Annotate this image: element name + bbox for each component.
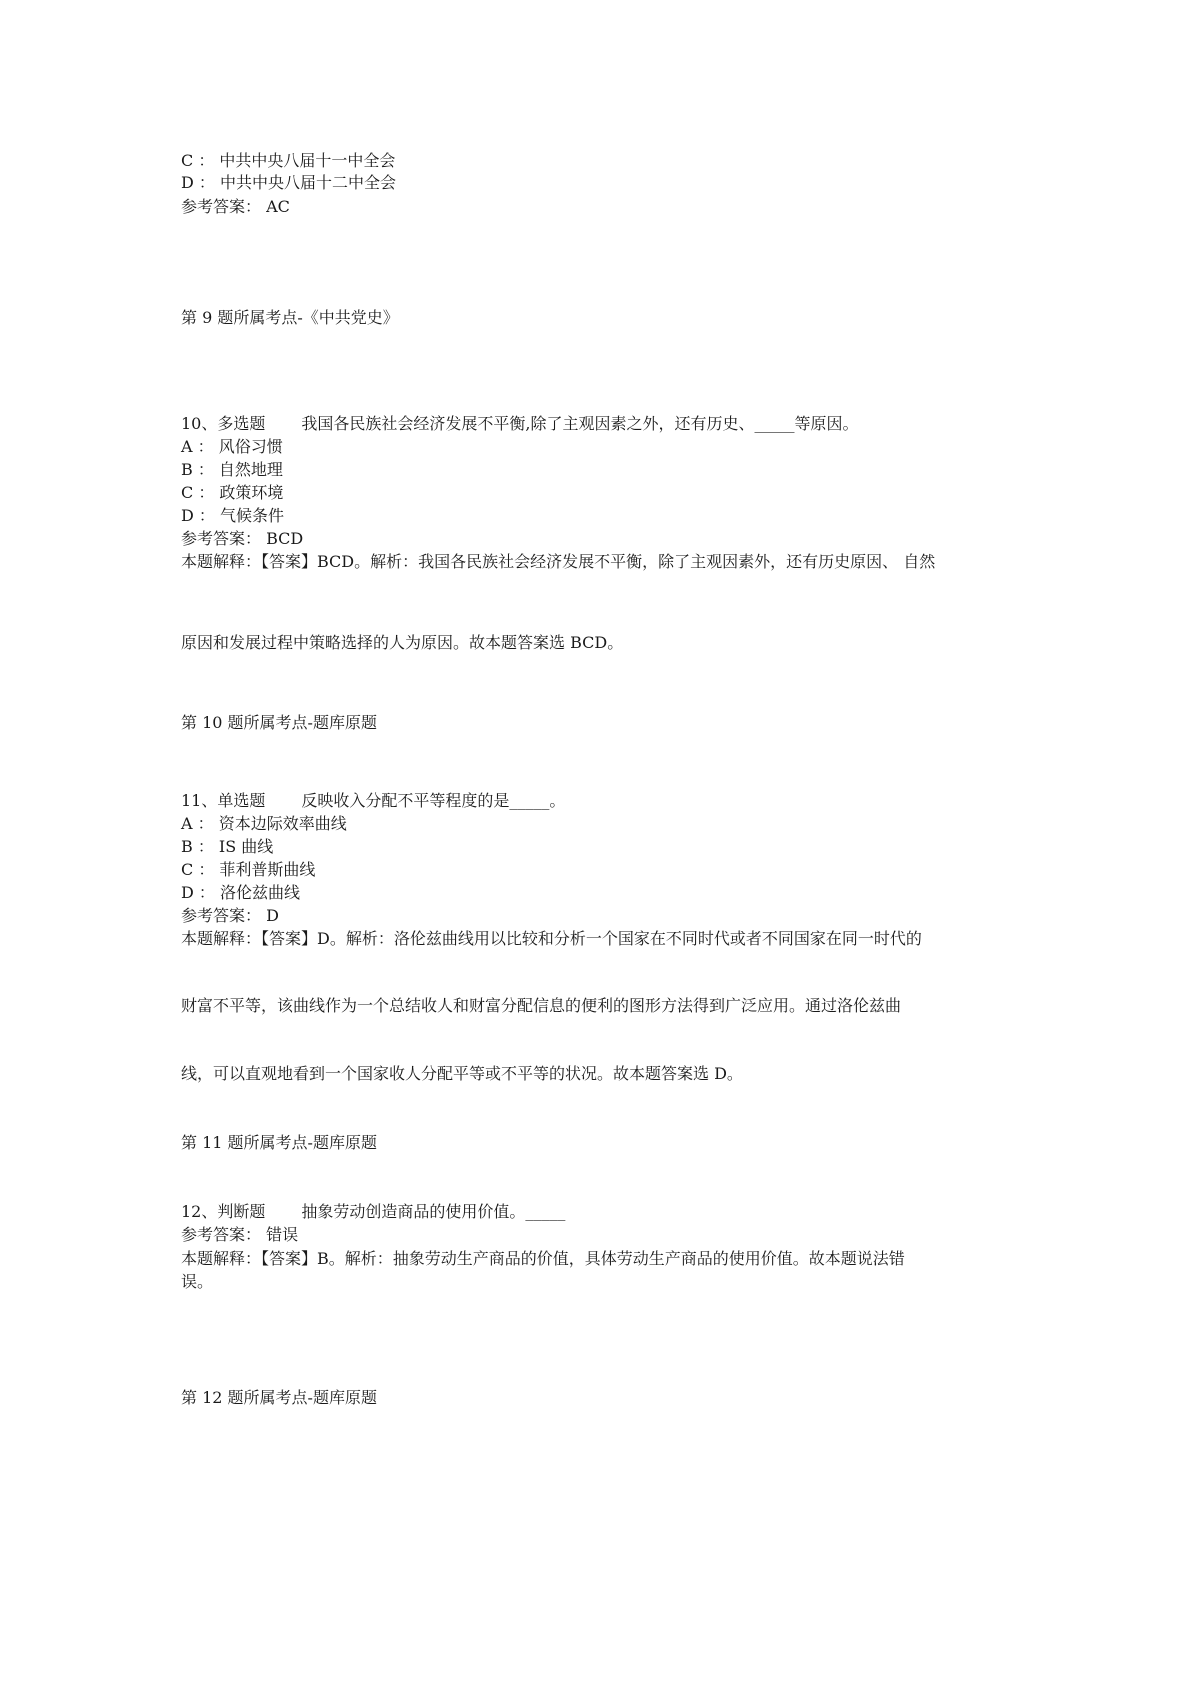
q11-option-c: C ： 菲利普斯曲线 [181,860,316,879]
q12-explanation-line-2: 误。 [181,1272,214,1291]
q11-option-b: B ： IS 曲线 [181,837,274,856]
q10-explanation-line-1: 本题解释：【答案】BCD。解析：我国各民族社会经济发展不平衡，除了主观因素外，还有历史原因、 自然 [181,552,936,571]
q12-header [181,1201,565,1223]
q10-header [181,413,858,435]
q12-number-type: 12、判断题 [181,1202,266,1221]
q11-topic: 第 11 题所属考点-题库原题 [181,1133,377,1152]
q11-explanation-line-1: 本题解释：【答案】D。解析：洛伦兹曲线用以比较和分析一个国家在不同时代或者不同国家在同一时代的 [181,929,922,948]
q10-answer: 参考答案： BCD [181,529,304,548]
q12-stem: 抽象劳动创造商品的使用价值。_____ [301,1202,566,1221]
q11-option-a: A ： 资本边际效率曲线 [181,814,347,833]
q10-option-a: A ： 风俗习惯 [181,437,283,456]
q10-option-d: D ： 气候条件 [181,506,285,525]
q8-option-d: D ： 中共中央八届十二中全会 [181,173,397,192]
q10-option-b: B ： 自然地理 [181,460,283,479]
q12-answer: 参考答案： 错误 [181,1225,299,1244]
q10-explanation-line-2: 原因和发展过程中策略选择的人为原因。故本题答案选 BCD。 [181,633,624,652]
q11-number-type: 11、单选题 [181,791,266,810]
q11-explanation-line-2: 财富不平等，该曲线作为一个总结收人和财富分配信息的便利的图形方法得到广泛应用。通过洛伦兹曲 [181,996,902,1015]
q8-answer: 参考答案： AC [181,197,290,216]
q10-stem: 我国各民族社会经济发展不平衡,除了主观因素之外，还有历史、_____等原因。 [301,414,859,433]
q9-topic: 第 9 题所属考点-《中共党史》 [181,308,399,327]
q12-explanation-line-1: 本题解释：【答案】B。解析：抽象劳动生产商品的价值，具体劳动生产商品的使用价值。故本题说法错 [181,1249,905,1268]
q11-explanation-line-3: 线，可以直观地看到一个国家收人分配平等或不平等的状况。故本题答案选 D。 [181,1064,743,1083]
q11-answer: 参考答案： D [181,906,279,925]
q12-topic: 第 12 题所属考点-题库原题 [181,1388,377,1407]
q10-topic: 第 10 题所属考点-题库原题 [181,713,377,732]
q11-stem: 反映收入分配不平等程度的是_____。 [301,791,566,810]
q8-option-c: C ： 中共中央八届十一中全会 [181,151,396,170]
q11-option-d: D ： 洛伦兹曲线 [181,883,301,902]
q11-header [181,790,565,812]
q10-option-c: C ： 政策环境 [181,483,284,502]
q10-number-type: 10、多选题 [181,414,266,433]
